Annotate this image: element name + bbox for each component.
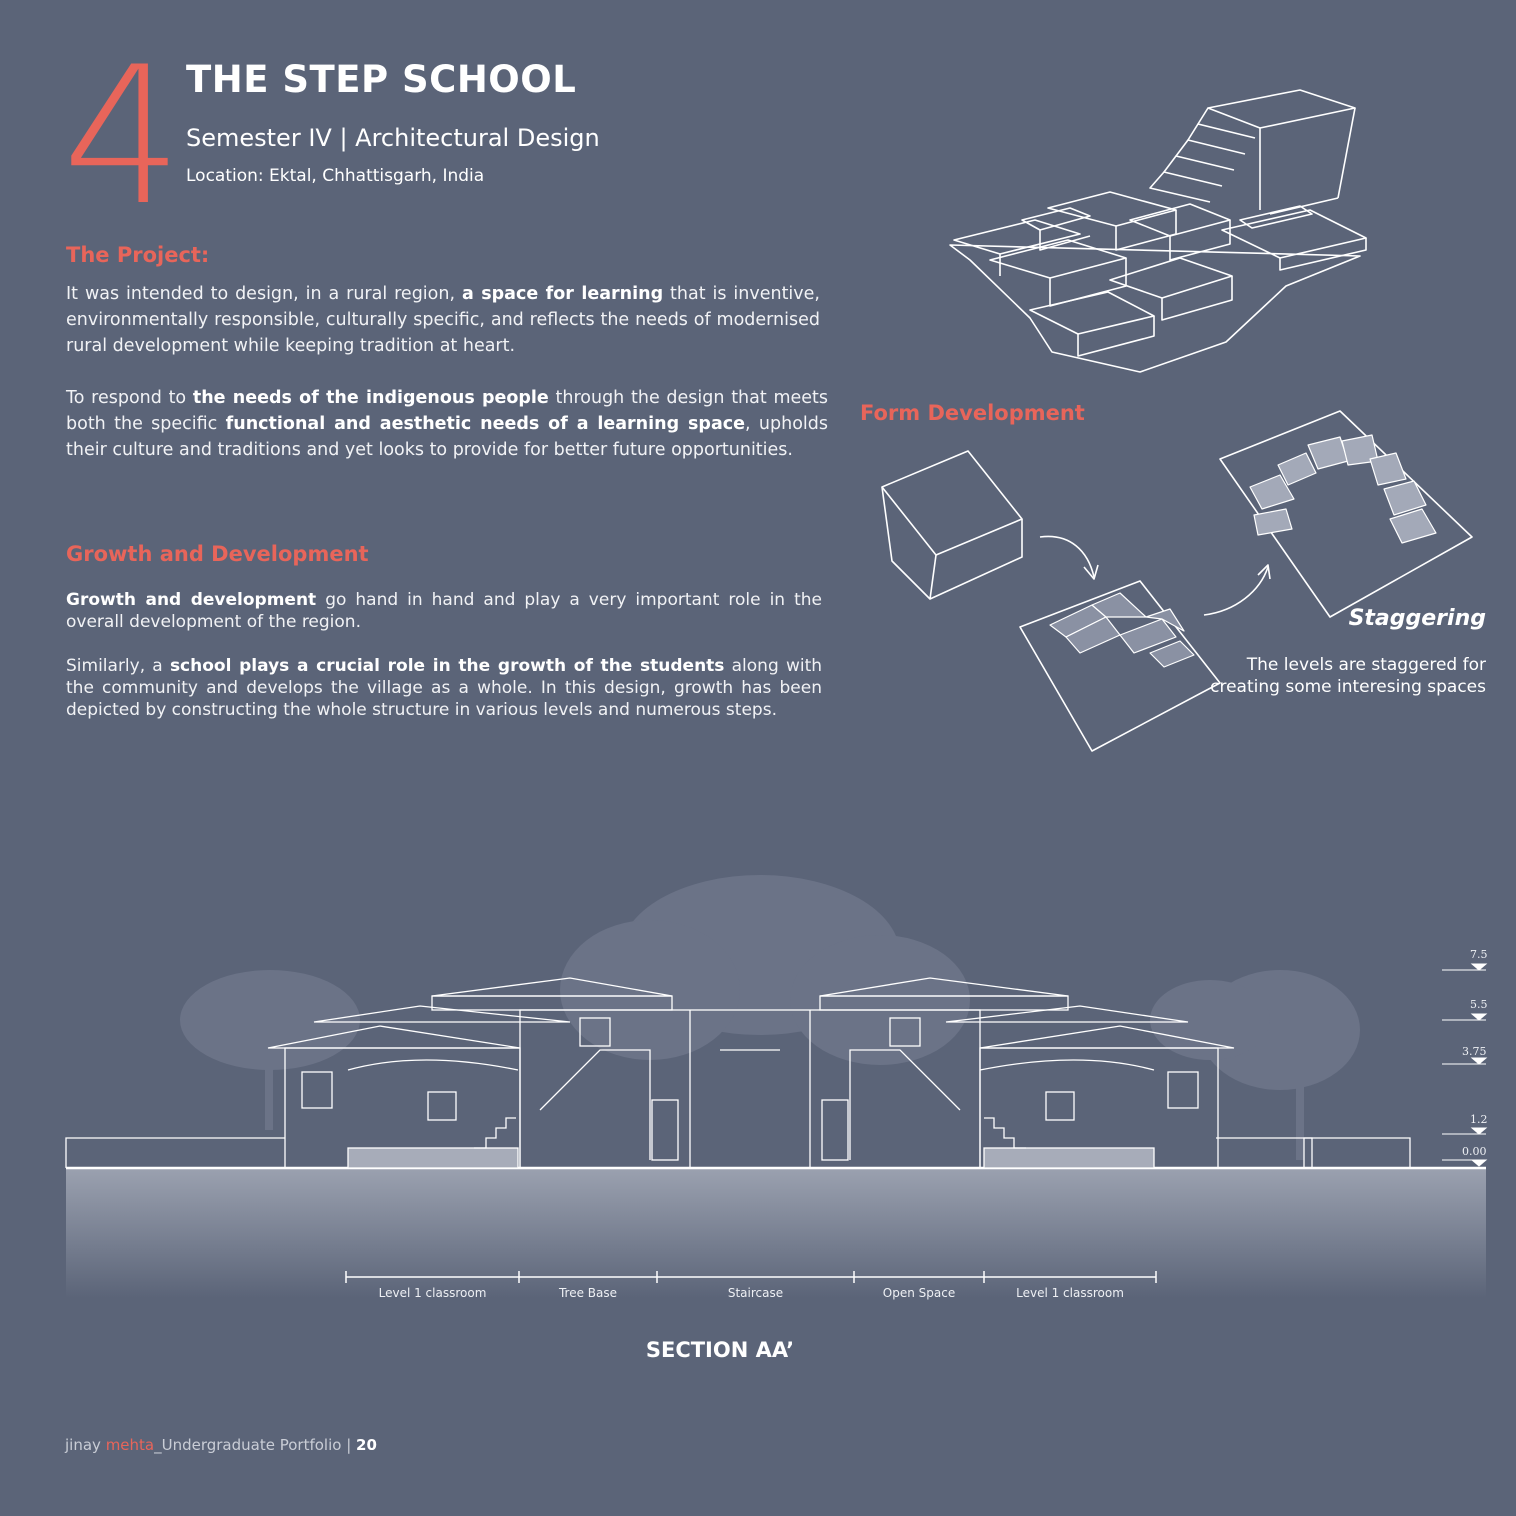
arrow-1 (1040, 536, 1094, 577)
segment-label-level-1-right: Level 1 classroom (1016, 1286, 1124, 1300)
staggering-title: Staggering (1348, 606, 1486, 631)
level-label-0-00: 0.00 (1462, 1145, 1487, 1158)
stepped-form-sketch (940, 80, 1380, 390)
footer: jinay mehta_Undergraduate Portfolio | 20 (65, 1436, 377, 1454)
box-top-face (882, 451, 1022, 555)
project-title: THE STEP SCHOOL (186, 58, 577, 101)
staggering-description: The levels are staggered for creating some interesing spaces (1210, 655, 1486, 697)
box-side-faces (882, 487, 1022, 599)
growth-paragraph-1: Growth and development go hand in hand and play a very important role in the overall development of the region. (66, 590, 822, 632)
segment-label-tree-base: Tree Base (558, 1286, 618, 1300)
box-edge (930, 555, 936, 599)
level-markers (1442, 964, 1486, 1166)
segment-label-staircase: Staircase (727, 1286, 784, 1300)
form-heading: Form Development (860, 401, 1085, 425)
level-label-3-75: 3.75 (1462, 1045, 1487, 1058)
form-development-diagram (870, 405, 1490, 755)
level-label-5-5: 5.5 (1470, 998, 1488, 1011)
segment-label-open-space: Open Space (882, 1286, 956, 1300)
project-heading: The Project: (66, 243, 210, 267)
project-paragraph-2: To respond to the needs of the indigenous people through the design that meets both the specific functional and aesthetic needs of a learning space, upholds their culture and traditions and yet looks to provide for better future opportunities. (66, 388, 829, 460)
project-location: Location: Ektal, Chhattisgarh, India (186, 166, 485, 186)
project-subtitle: Semester IV | Architectural Design (186, 124, 600, 152)
section-drawing (0, 860, 1516, 1310)
growth-paragraph-2: Similarly, a school plays a crucial role in the growth of the students along with the community and develops the village as a whole. In this design, growth has been depicted by constructing the whole structure in various levels and numerous steps. (66, 656, 823, 720)
level-label-7-5: 7.5 (1470, 948, 1488, 961)
segment-label-level-1-left: Level 1 classroom (378, 1286, 487, 1300)
project-paragraph-1: It was intended to design, in a rural region, a space for learning that is inventive, environmentally responsible, culturally specific, and reflects the needs of modernised rural development while keeping tradition at heart. (66, 284, 820, 356)
section-title: SECTION AA’ (645, 1338, 795, 1362)
growth-heading: Growth and Development (66, 542, 369, 566)
ground (66, 1168, 1486, 1298)
background-trees (180, 875, 1360, 1160)
level-label-1-2: 1.2 (1470, 1113, 1488, 1126)
project-number: 4 (62, 26, 183, 247)
